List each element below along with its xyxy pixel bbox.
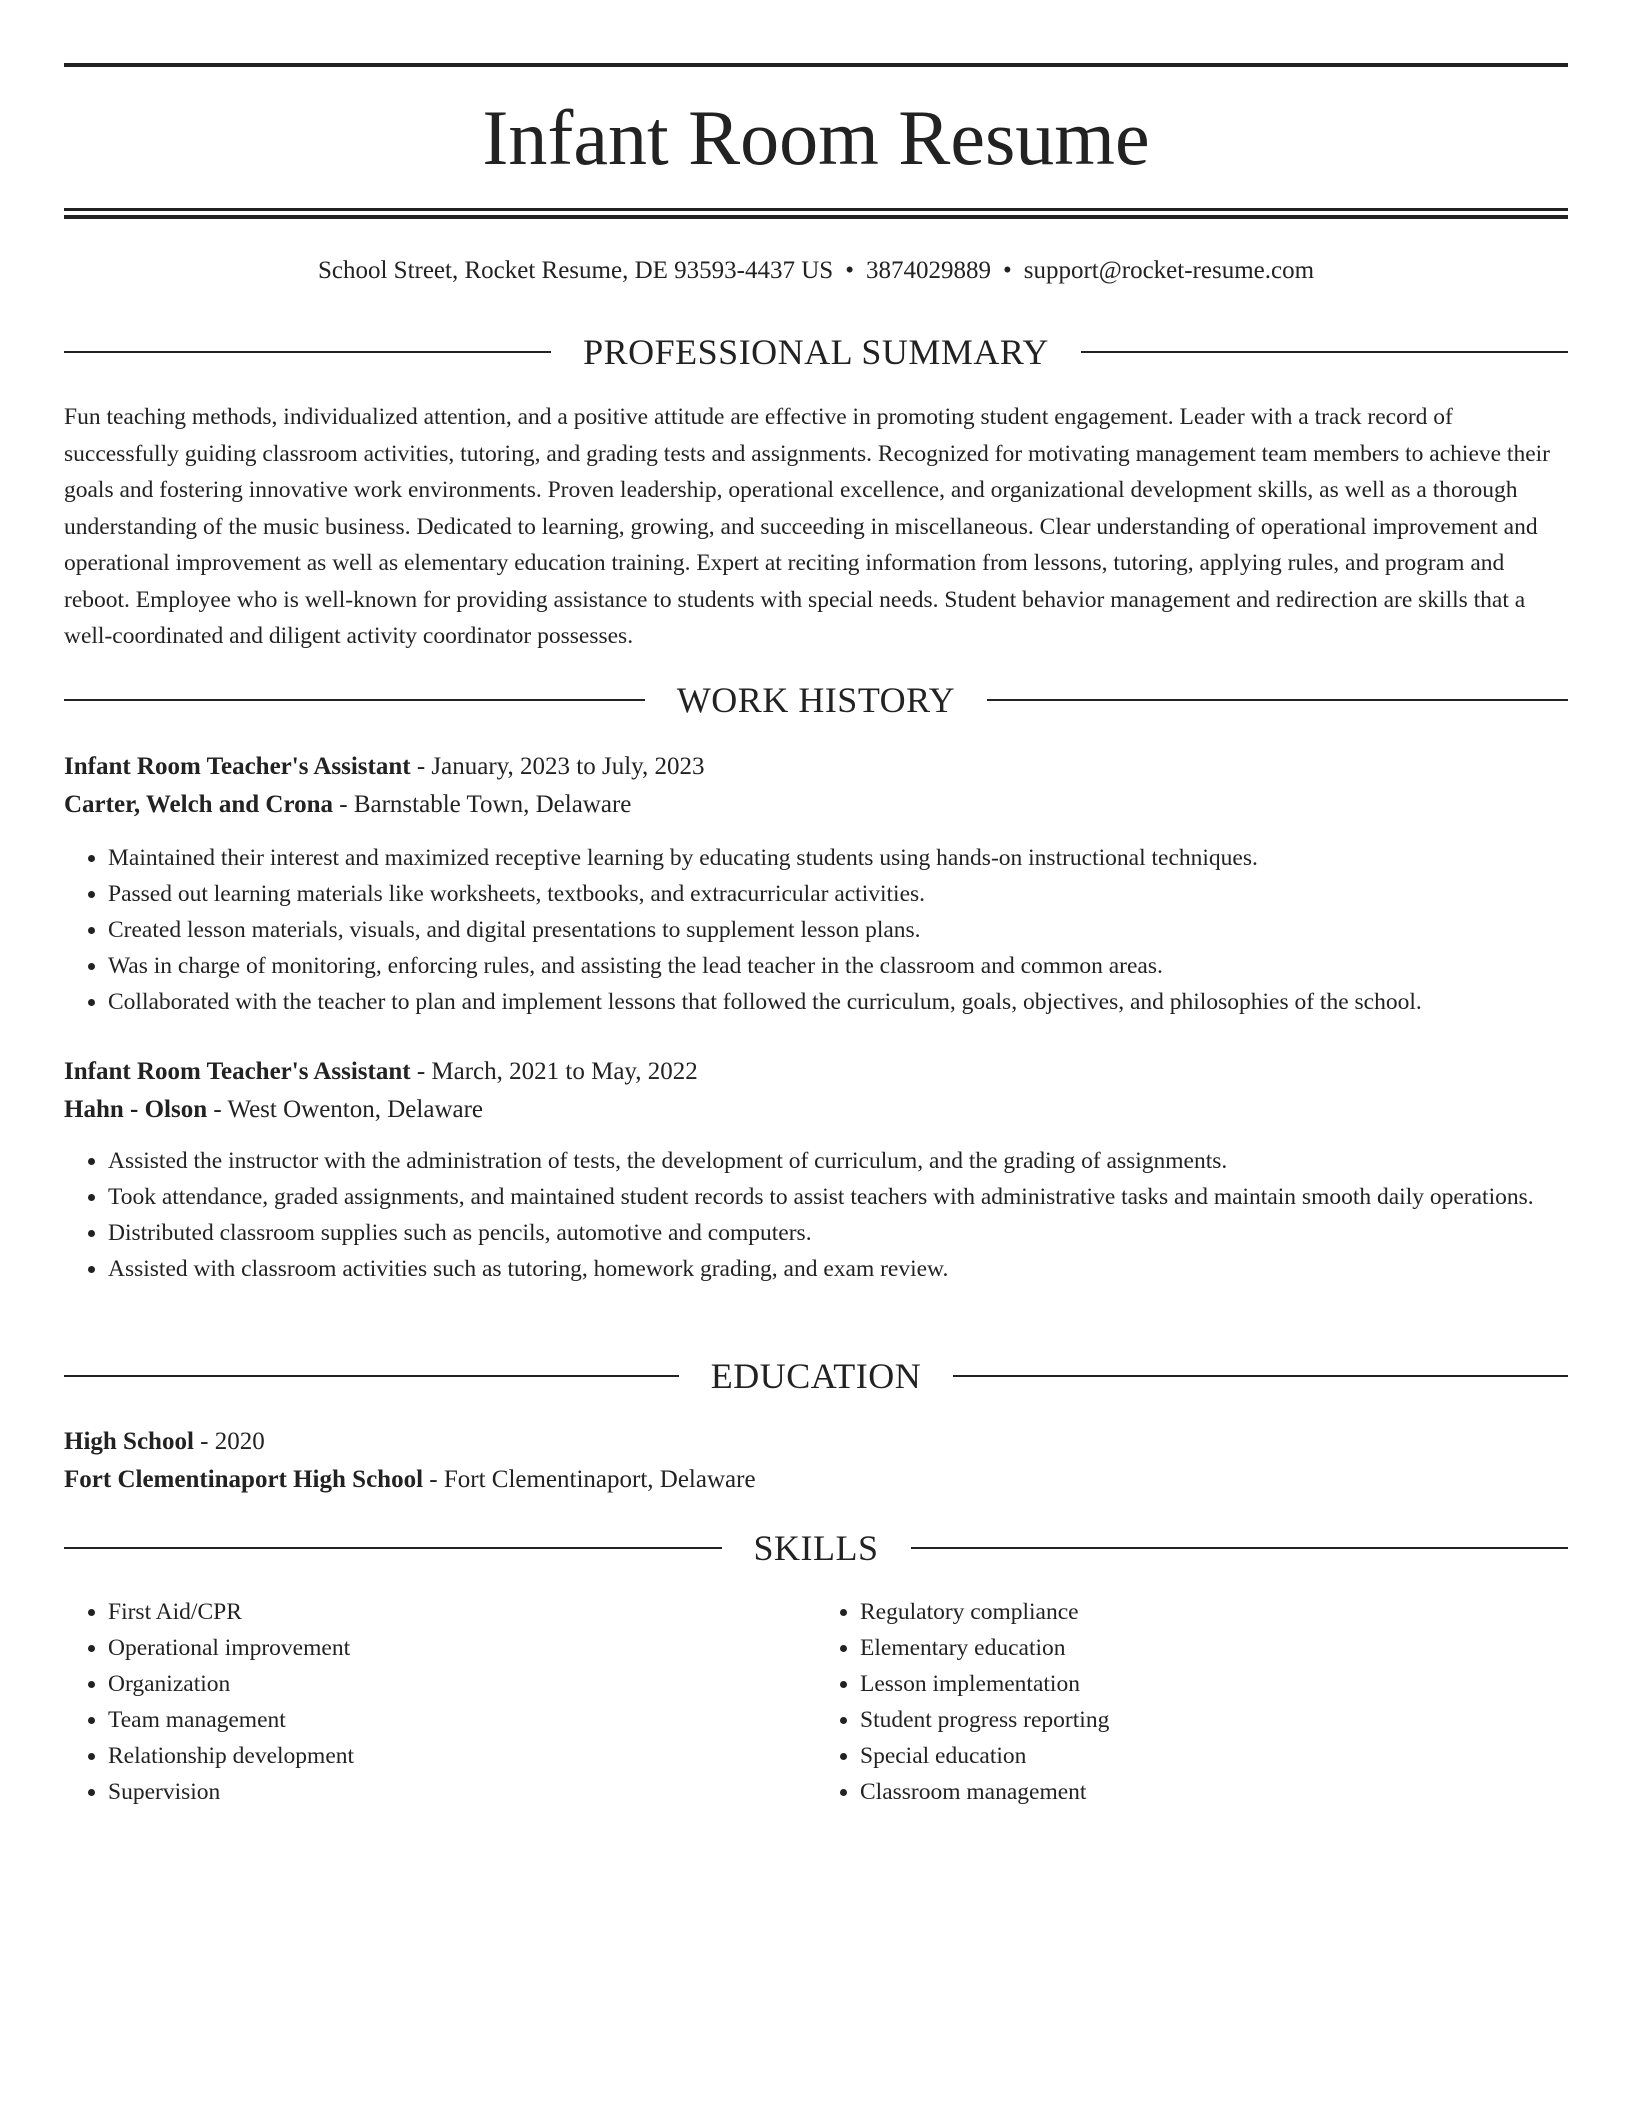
section-title: EDUCATION [710, 1356, 922, 1396]
section-title: PROFESSIONAL SUMMARY [583, 332, 1049, 372]
list-item: • Relationship development [108, 1738, 816, 1774]
section-heading-work-history [64, 679, 1568, 721]
section-heading-education [64, 1355, 1568, 1397]
list-item: • Distributed classroom supplies such as pencils, automotive and computers. [108, 1215, 1568, 1251]
list-item: • Operational improvement [108, 1630, 816, 1666]
section-rule [1081, 351, 1568, 353]
job-entry [64, 748, 1568, 1020]
list-item: • Regulatory compliance [860, 1594, 1568, 1630]
list-item: • Assisted with classroom activities such as tutoring, homework grading, and exam review. [108, 1251, 1568, 1287]
title-rule-lower [64, 215, 1568, 219]
list-item: • Was in charge of monitoring, enforcing rules, and assisting the lead teacher in the classroom and common areas. [108, 948, 1568, 984]
list-item: • Special education [860, 1738, 1568, 1774]
skills-list [64, 1594, 1568, 1810]
section-title: WORK HISTORY [676, 680, 956, 720]
section-title: SKILLS [753, 1528, 879, 1568]
education-school: Fort Clementinaport High School [64, 1466, 424, 1493]
list-item: • First Aid/CPR [108, 1594, 816, 1630]
job-dates: - March, 2021 to May, 2022 [410, 1058, 698, 1085]
job-company: Hahn - Olson [64, 1096, 208, 1123]
job-company-line [64, 786, 1568, 824]
section-rule [987, 699, 1568, 701]
section-heading-skills [64, 1527, 1568, 1569]
contact-line [64, 256, 1568, 286]
section-heading-summary [64, 331, 1568, 373]
list-item: • Assisted the instructor with the administration of tests, the development of curriculum, and the grading of assignments. [108, 1143, 1568, 1179]
job-entry [64, 1053, 1568, 1287]
skills-column-right [816, 1594, 1568, 1810]
job-dates: - January, 2023 to July, 2023 [410, 753, 705, 780]
job-company-line [64, 1091, 1568, 1129]
section-rule [64, 351, 551, 353]
skills-column-left [64, 1594, 816, 1810]
education-entry [64, 1423, 1568, 1499]
section-rule [64, 1375, 679, 1377]
job-location: - West Owenton, Delaware [207, 1096, 484, 1123]
list-item: • Student progress reporting [860, 1702, 1568, 1738]
section-rule [64, 699, 645, 701]
top-rule [64, 63, 1568, 67]
list-item: • Lesson implementation [860, 1666, 1568, 1702]
list-item: • Took attendance, graded assignments, and maintained student records to assist teachers with administrative tasks and maintain smooth daily operations. [108, 1179, 1568, 1215]
education-location: - Fort Clementinaport, Delaware [423, 1466, 756, 1493]
contact-phone: 3874029889 [865, 257, 991, 284]
section-rule [911, 1547, 1569, 1549]
list-item: • Collaborated with the teacher to plan and implement lessons that followed the curriculum, goals, objectives, and philosophies of the school. [108, 984, 1568, 1020]
contact-separator: • [845, 257, 854, 284]
list-item: • Supervision [108, 1774, 816, 1810]
job-location: - Barnstable Town, Delaware [333, 791, 632, 818]
education-degree-line [64, 1423, 1568, 1461]
education-degree: High School [64, 1428, 194, 1455]
job-title: Infant Room Teacher's Assistant [64, 753, 411, 780]
contact-email: support@rocket-resume.com [1023, 257, 1315, 284]
list-item: • Created lesson materials, visuals, and digital presentations to supplement lesson plans. [108, 912, 1568, 948]
section-rule [953, 1375, 1568, 1377]
job-duties [64, 1143, 1568, 1287]
list-item: • Elementary education [860, 1630, 1568, 1666]
job-title: Infant Room Teacher's Assistant [64, 1058, 411, 1085]
job-title-line [64, 1053, 1568, 1091]
job-company: Carter, Welch and Crona [64, 791, 333, 818]
job-title-line [64, 748, 1568, 786]
title-rule-upper [64, 208, 1568, 211]
list-item: • Maintained their interest and maximized receptive learning by educating students using hands-on instructional techniques. [108, 840, 1568, 876]
list-item: • Team management [108, 1702, 816, 1738]
contact-separator: • [1002, 257, 1012, 284]
section-rule [64, 1547, 722, 1549]
page-title: Infant Room Resume [482, 94, 1150, 181]
list-item: • Passed out learning materials like worksheets, textbooks, and extracurricular activities. [108, 876, 1568, 912]
education-school-line [64, 1461, 1568, 1499]
list-item: • Organization [108, 1666, 816, 1702]
list-item: • Classroom management [860, 1774, 1568, 1810]
summary-text: Fun teaching methods, individualized attention, and a positive attitude are effective in promoting student engagement. Leader with a track record of successfully guiding classroom activities, tutoring, and grading tests and assignments. Recognized for motivating management team members to achieve their goals and fostering innovative work environments. Proven leadership, operational excellence, and organizational development skills, as well as a thorough understanding of the music business. Dedicated to learning, growing, and succeeding in miscellaneous. Clear understanding of operational improvement and operational improvement as well as elementary education training. Expert at reciting information from lessons, tutoring, applying rules, and program and reboot. Employee who is well-known for providing assistance to students with special needs. Student behavior management and redirection are skills that a well-coordinated and diligent activity coordinator possesses. [64, 404, 1550, 649]
education-year: - 2020 [193, 1428, 265, 1455]
contact-address: School Street, Rocket Resume, DE 93593-4437 US [317, 257, 834, 284]
job-duties [64, 840, 1568, 1020]
